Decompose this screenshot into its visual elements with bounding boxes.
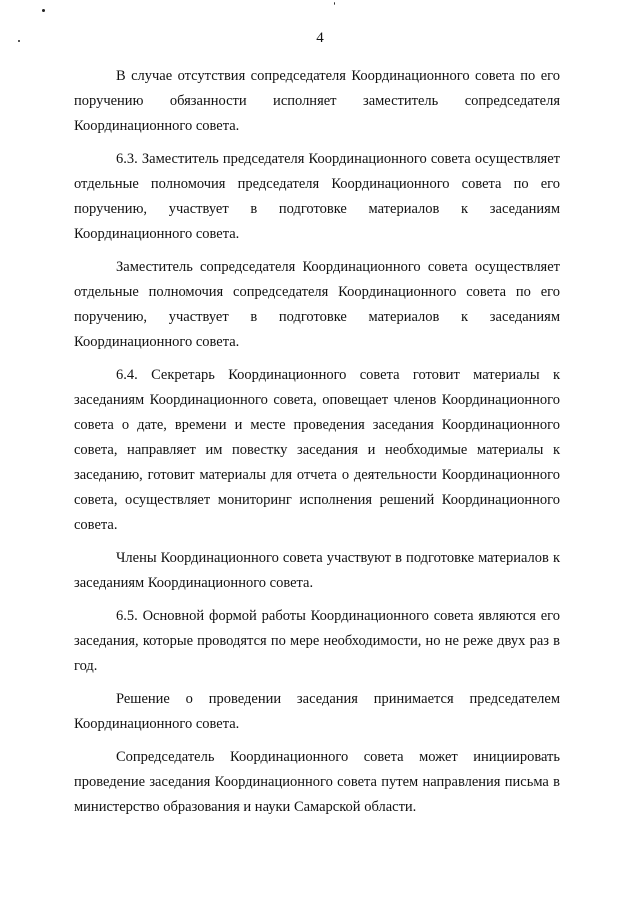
paragraph: 6.5. Основной формой работы Координационного совета являются его заседания, которые проводятся по мере необходимости, но не реже двух раз в год. [74, 608, 560, 674]
scan-speck [42, 9, 45, 12]
paragraph: Сопредседатель Координационного совета может инициировать проведение заседания Координационного совета путем направления письма в министерство образования и науки Самарской области. [74, 749, 560, 815]
document-body [74, 64, 560, 828]
scan-speck [334, 2, 335, 5]
paragraph: 6.3. Заместитель председателя Координационного совета осуществляет отдельные полномочия председателя Координационного совета по его поручению, участвует в подготовке материалов к заседаниям Координационного совета. [74, 151, 560, 242]
page-number: 4 [316, 30, 324, 46]
paragraph: В случае отсутствия сопредседателя Координационного совета по его поручению обязанности исполняет заместитель сопредседателя Координационного совета. [74, 68, 560, 134]
paragraph: Решение о проведении заседания принимается председателем Координационного совета. [74, 691, 560, 732]
paragraph: 6.4. Секретарь Координационного совета готовит материалы к заседаниям Координационного совета, оповещает членов Координационного совета о дате, времени и месте проведения заседания Координационного совета, направляет им повестку заседания и необходимые материалы к заседанию, готовит материалы для отчета о деятельности Координационного совета, осуществляет мониторинг исполнения решений Координационного совета. [74, 367, 560, 533]
paragraph: Члены Координационного совета участвуют в подготовке материалов к заседаниям Координационного совета. [74, 550, 560, 591]
paragraph: Заместитель сопредседателя Координационного совета осуществляет отдельные полномочия сопредседателя Координационного совета по его поручению, участвует в подготовке материалов к заседаниям Координационного совета. [74, 259, 560, 350]
